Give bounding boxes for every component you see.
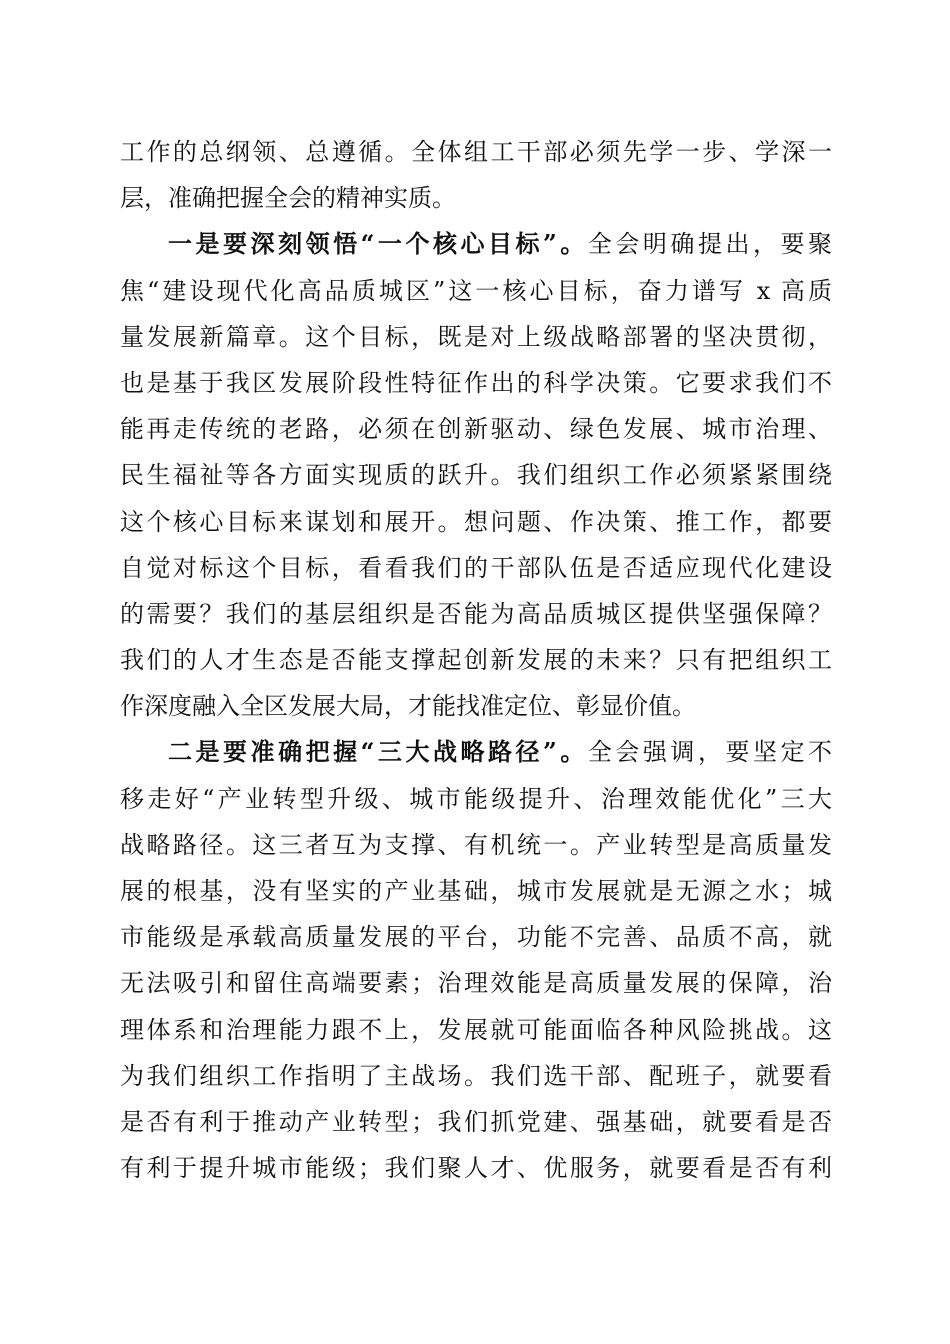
text-span: 全会强调，要坚定不 [587, 738, 833, 767]
section-heading: 二是要准确把握“三大战略路径”。 [168, 737, 588, 767]
paragraph-heading-line [120, 737, 833, 767]
text-line: 焦“建设现代化高品质城区”这一核心目标，奋力谱写 x 高质 [120, 276, 832, 305]
text-line: 自觉对标这个目标，看看我们的干部队伍是否适应现代化建设 [120, 553, 832, 582]
text-line: 市能级是承载高质量发展的平台，功能不完善、品质不高，就 [120, 923, 832, 952]
text-line: 工作的总纲领、总遵循。全体组工干部必须先学一步、学深一 [120, 138, 832, 166]
text-line: 战略路径。这三者互为支撑、有机统一。产业转型是高质量发 [120, 830, 832, 859]
text-line: 量发展新篇章。这个目标，既是对上级战略部署的坚决贯彻， [120, 322, 832, 351]
text-line: 有利于提升城市能级；我们聚人才、优服务，就要看是否有利 [120, 1154, 832, 1183]
text-line: 是否有利于推动产业转型；我们抓党建、强基础，就要看是否 [120, 1107, 832, 1136]
text-span: 全会明确提出，要聚 [587, 230, 833, 259]
document-body [120, 140, 832, 1202]
section-heading: 一是要深刻领悟“一个核心目标”。 [168, 229, 588, 259]
text-line: 层，准确把握全会的精神实质。 [120, 184, 456, 213]
text-line: 能再走传统的老路，必须在创新驱动、绿色发展、城市治理、 [120, 415, 832, 444]
text-line: 这个核心目标来谋划和展开。想问题、作决策、推工作，都要 [120, 507, 832, 536]
text-line: 移走好“产业转型升级、城市能级提升、治理效能优化”三大 [120, 784, 832, 813]
text-line: 的需要？我们的基层组织是否能为高品质城区提供坚强保障？ [120, 599, 832, 628]
text-line: 民生福祉等各方面实现质的跃升。我们组织工作必须紧紧围绕 [120, 461, 832, 490]
text-line: 展的根基，没有坚实的产业基础，城市发展就是无源之水；城 [120, 877, 832, 905]
text-line: 我们的人才生态是否能支撑起创新发展的未来？只有把组织工 [120, 646, 832, 675]
text-line: 作深度融入全区发展大局，才能找准定位、彰显价值。 [120, 692, 696, 721]
paragraph-heading-line [120, 229, 833, 259]
text-line: 理体系和治理能力跟不上，发展就可能面临各种风险挑战。这 [120, 1015, 832, 1044]
text-line: 无法吸引和留住高端要素；治理效能是高质量发展的保障，治 [120, 969, 832, 998]
text-line: 为我们组织工作指明了主战场。我们选干部、配班子，就要看 [120, 1061, 832, 1090]
text-line: 也是基于我区发展阶段性特征作出的科学决策。它要求我们不 [120, 368, 832, 397]
